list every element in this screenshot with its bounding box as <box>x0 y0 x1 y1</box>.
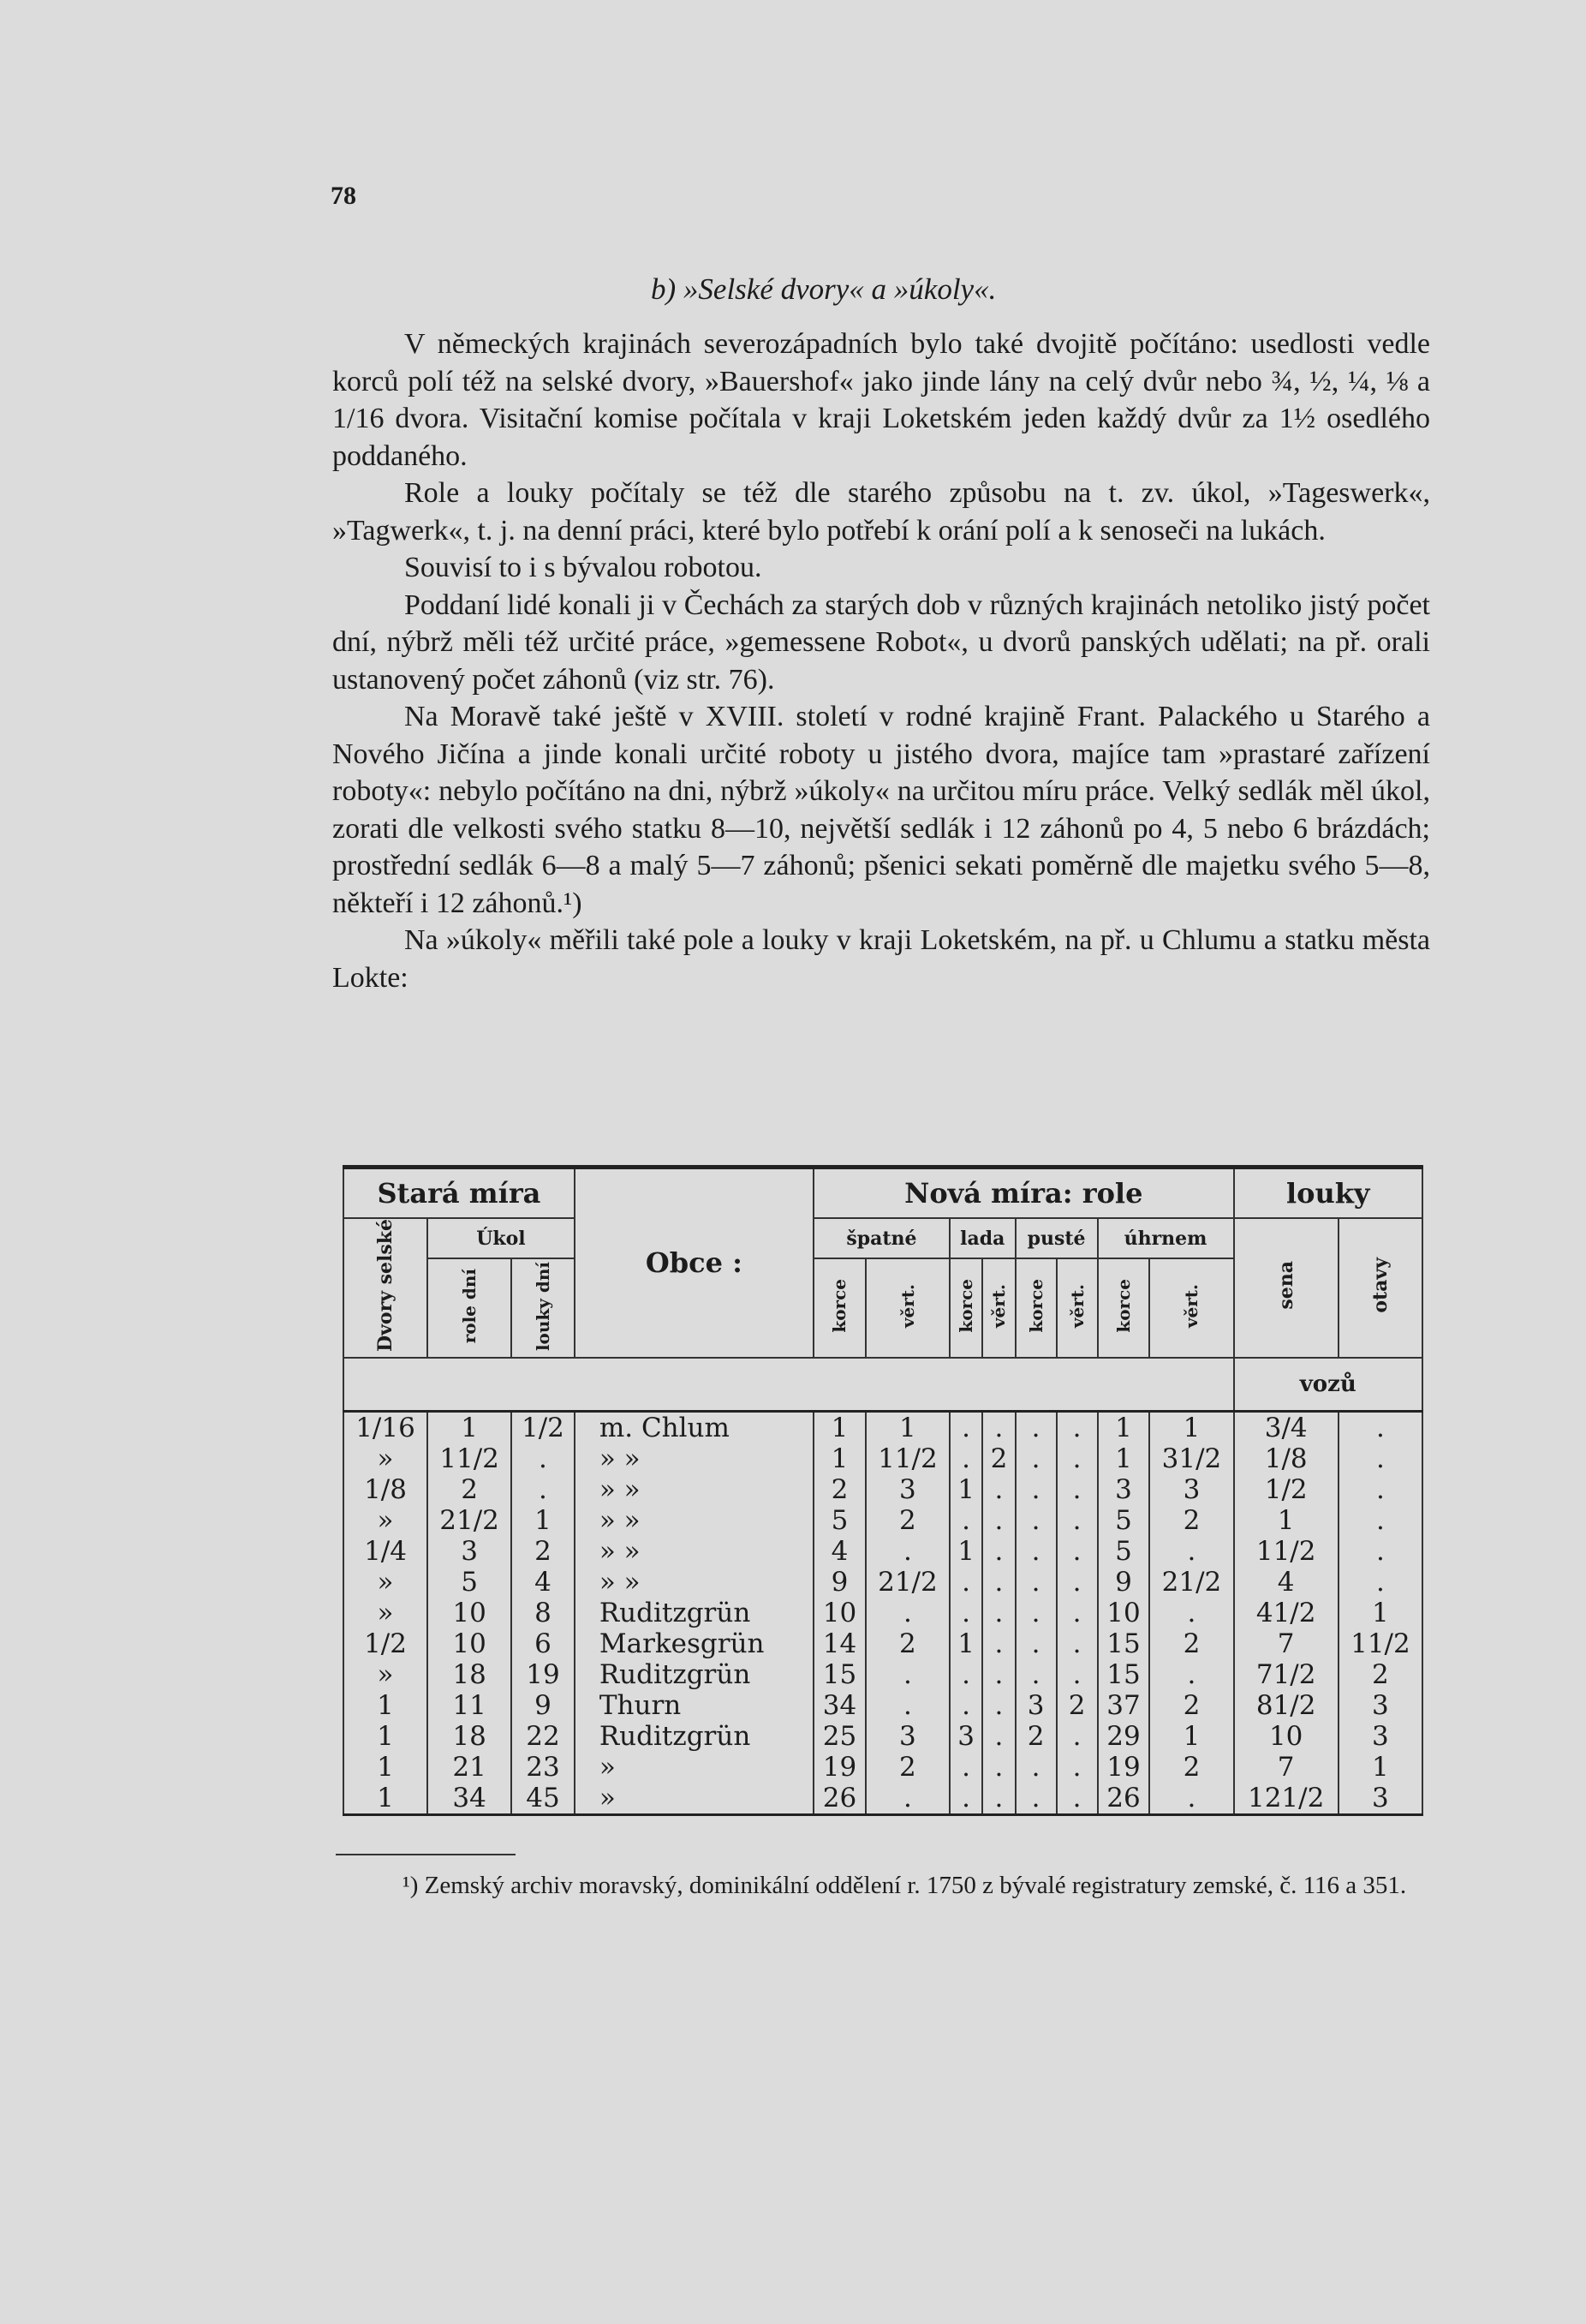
obec-cell: Ruditzgrün <box>575 1659 814 1690</box>
table-cell: 23 <box>511 1752 575 1783</box>
obec-cell: » <box>575 1783 814 1815</box>
table-cell: . <box>1057 1536 1098 1567</box>
table-row <box>343 1443 1422 1474</box>
table-cell: 2 <box>1339 1659 1422 1690</box>
table-cell: 7 <box>1234 1628 1339 1659</box>
table-cell: 1 <box>343 1752 427 1783</box>
section-heading: b) »Selské dvory« a »úkoly«. <box>651 272 997 306</box>
table-cell: 9 <box>814 1567 866 1598</box>
obec-cell: » <box>575 1752 814 1783</box>
table-cell: 45 <box>511 1783 575 1815</box>
table-cell: . <box>950 1411 982 1443</box>
table-cell: 5 <box>1098 1536 1150 1567</box>
table-cell: . <box>1057 1783 1098 1815</box>
table-cell: 2 <box>866 1752 950 1783</box>
table-cell: . <box>1057 1474 1098 1505</box>
header-louky-dni: louky dní <box>511 1258 575 1358</box>
table-cell: . <box>982 1783 1015 1815</box>
table-cell: » <box>343 1505 427 1536</box>
table-cell: 37 <box>1098 1690 1150 1721</box>
table-cell: 2 <box>511 1536 575 1567</box>
table-cell: 3 <box>1339 1690 1422 1721</box>
obec-cell: Ruditzgrün <box>575 1721 814 1752</box>
table-cell: 4 <box>511 1567 575 1598</box>
table-cell: . <box>866 1659 950 1690</box>
table-cell: 1 <box>1098 1443 1150 1474</box>
table-cell: . <box>982 1690 1015 1721</box>
table-cell: 7 <box>1234 1752 1339 1783</box>
table-cell: . <box>950 1783 982 1815</box>
table-cell: 3 <box>1339 1721 1422 1752</box>
table-cell: 4 <box>1234 1567 1339 1598</box>
table-cell: 10 <box>1098 1598 1150 1628</box>
table-cell: 14 <box>814 1628 866 1659</box>
table-cell: . <box>1339 1505 1422 1536</box>
table-cell: 121/2 <box>1234 1783 1339 1815</box>
table-row <box>343 1628 1422 1659</box>
table-cell: 1 <box>427 1411 511 1443</box>
table-cell: 3 <box>1339 1783 1422 1815</box>
table-cell: 31/2 <box>1149 1443 1233 1474</box>
table-cell: 1 <box>1098 1411 1150 1443</box>
table-cell: . <box>866 1536 950 1567</box>
table-cell: 25 <box>814 1721 866 1752</box>
table-cell: . <box>1016 1752 1057 1783</box>
table-cell: . <box>1339 1474 1422 1505</box>
table-cell: 11/2 <box>427 1443 511 1474</box>
table-cell: 3/4 <box>1234 1411 1339 1443</box>
table-cell: » <box>343 1659 427 1690</box>
table-cell: . <box>1339 1567 1422 1598</box>
obec-cell: Markesgrün <box>575 1628 814 1659</box>
table-cell: » <box>343 1443 427 1474</box>
table-cell: . <box>1057 1752 1098 1783</box>
table-cell: . <box>950 1659 982 1690</box>
table-cell: . <box>1016 1659 1057 1690</box>
header-spatne: špatné <box>814 1218 950 1258</box>
header-vert: věrt. <box>1057 1258 1098 1358</box>
table-cell: 1/2 <box>1234 1474 1339 1505</box>
table-cell: . <box>1016 1628 1057 1659</box>
table-cell: 18 <box>427 1659 511 1690</box>
table-row <box>343 1474 1422 1505</box>
table-cell: . <box>1016 1411 1057 1443</box>
table-cell: 3 <box>950 1721 982 1752</box>
table-cell: 34 <box>427 1783 511 1815</box>
table-cell: 10 <box>814 1598 866 1628</box>
page-number: 78 <box>331 182 356 210</box>
table-cell: 15 <box>1098 1659 1150 1690</box>
table-cell: 1 <box>950 1628 982 1659</box>
table-cell: . <box>1016 1474 1057 1505</box>
table-cell: . <box>1339 1411 1422 1443</box>
table-cell: 19 <box>1098 1752 1150 1783</box>
table-cell: 2 <box>427 1474 511 1505</box>
table-cell: 2 <box>1149 1690 1233 1721</box>
table-cell: . <box>1057 1598 1098 1628</box>
obec-cell: m. Chlum <box>575 1411 814 1443</box>
table-cell: 3 <box>1098 1474 1150 1505</box>
header-ukol: Úkol <box>427 1218 575 1258</box>
table-cell: 6 <box>511 1628 575 1659</box>
table-cell: 19 <box>814 1752 866 1783</box>
table-cell: 1/4 <box>343 1536 427 1567</box>
table-cell: 2 <box>1149 1752 1233 1783</box>
table-cell: 1 <box>343 1690 427 1721</box>
header-obce: Obce : <box>575 1168 814 1358</box>
table-cell: . <box>982 1536 1015 1567</box>
table-cell: 1 <box>1149 1411 1233 1443</box>
table-cell: . <box>1057 1567 1098 1598</box>
table-cell: 11/2 <box>1339 1628 1422 1659</box>
table-row <box>343 1411 1422 1443</box>
table-cell: 1 <box>950 1536 982 1567</box>
table-cell: 21/2 <box>1149 1567 1233 1598</box>
table-cell: 9 <box>511 1690 575 1721</box>
header-korce: korce <box>814 1258 866 1358</box>
table-cell: . <box>1149 1598 1233 1628</box>
table-cell: 11 <box>427 1690 511 1721</box>
table-cell: . <box>1149 1659 1233 1690</box>
footnote-rule <box>336 1854 516 1855</box>
table-cell: 2 <box>1149 1505 1233 1536</box>
obec-cell: Thurn <box>575 1690 814 1721</box>
table-cell: 1 <box>814 1443 866 1474</box>
table-cell: 1/2 <box>343 1628 427 1659</box>
paragraph: Poddaní lidé konali ji v Čechách za starých dob v různých krajinách netoliko jistý počet dní, nýbrž měli též určité práce, »gemessene Robot«, u dvorů panských udělati; na př. orali ustanovený počet záhonů (viz str. 76). <box>332 588 1430 696</box>
table-cell: 1 <box>511 1505 575 1536</box>
table-cell: . <box>982 1598 1015 1628</box>
header-vert: věrt. <box>1149 1258 1233 1358</box>
table-cell: . <box>866 1598 950 1628</box>
table-cell: » <box>343 1598 427 1628</box>
table-cell: 5 <box>427 1567 511 1598</box>
table-cell: 1 <box>1339 1598 1422 1628</box>
table-cell: . <box>1339 1536 1422 1567</box>
table-cell: 2 <box>866 1505 950 1536</box>
table-cell: 2 <box>1016 1721 1057 1752</box>
table-cell: . <box>1016 1443 1057 1474</box>
table-cell: 41/2 <box>1234 1598 1339 1628</box>
table-cell: 1 <box>343 1721 427 1752</box>
table-cell: » <box>343 1567 427 1598</box>
table-cell: . <box>1057 1721 1098 1752</box>
table-cell: 1 <box>950 1474 982 1505</box>
table-cell: 26 <box>1098 1783 1150 1815</box>
header-otavy: otavy <box>1339 1218 1422 1358</box>
table-cell: 15 <box>1098 1628 1150 1659</box>
table-body <box>343 1411 1422 1814</box>
table-cell: 3 <box>1016 1690 1057 1721</box>
table-cell: 1 <box>1339 1752 1422 1783</box>
table-cell: . <box>1057 1505 1098 1536</box>
obec-cell: Ruditzgrün <box>575 1598 814 1628</box>
header-louky: louky <box>1234 1168 1423 1219</box>
table-cell: . <box>1016 1505 1057 1536</box>
table-cell: 1/8 <box>343 1474 427 1505</box>
measurement-table <box>343 1165 1423 1816</box>
table-cell: . <box>950 1443 982 1474</box>
table-cell: . <box>511 1443 575 1474</box>
table-cell: 2 <box>814 1474 866 1505</box>
table-cell: . <box>1016 1598 1057 1628</box>
table-cell: 18 <box>427 1721 511 1752</box>
header-vert: věrt. <box>866 1258 950 1358</box>
table-cell: 81/2 <box>1234 1690 1339 1721</box>
table-cell: . <box>950 1752 982 1783</box>
table-cell: . <box>1057 1411 1098 1443</box>
table-cell: . <box>950 1567 982 1598</box>
table-row <box>343 1536 1422 1567</box>
header-korce: korce <box>950 1258 982 1358</box>
table-cell: . <box>950 1598 982 1628</box>
table-cell: 3 <box>427 1536 511 1567</box>
paragraph: Na Moravě také ještě v XVIII. století v rodné krajině Frant. Palackého u Starého a Nového Jičína a jinde konali určité roboty u jistého dvora, majíce tam »prastaré zařízení roboty«: nebylo počítáno na dni, nýbrž »úkoly« na určitou míru práce. Velký sedlák měl úkol, zorati dle velkosti svého statku 8—10, největší sedlák i 12 záhonů po 4, 5 nebo 6 brázdách; prostřední sedlák 6—8 a malý 5—7 záhonů; pšenici sekati poměrně dle majetku svého 5—8, někteří i 12 záhonů.¹) <box>332 701 1430 919</box>
table-cell: 34 <box>814 1690 866 1721</box>
paragraph: Role a louky počítaly se též dle starého způsobu na t. zv. úkol, »Tageswerk«, »Tagwerk«, t. j. na denní práci, které bylo potřebí k orání polí a k senoseči na lukách. <box>332 477 1430 547</box>
table-cell: 19 <box>511 1659 575 1690</box>
table-cell: 11/2 <box>1234 1536 1339 1567</box>
header-korce: korce <box>1016 1258 1057 1358</box>
table-cell: . <box>950 1505 982 1536</box>
table-cell: 1 <box>866 1411 950 1443</box>
paragraph: V německých krajinách severozápadních bylo také dvojitě počítáno: usedlosti vedle korců polí též na selské dvory, »Bauershof« jako jinde lány na celý dvůr nebo ¾, ½, ¼, ⅛ a 1/16 dvora. Visitační komise počítala v kraji Loketském jeden každý dvůr za 1½ osedlého poddaného. <box>332 328 1430 472</box>
table-cell: 10 <box>1234 1721 1339 1752</box>
table-cell: 3 <box>866 1721 950 1752</box>
table-cell: . <box>982 1474 1015 1505</box>
table-cell: 1 <box>1234 1505 1339 1536</box>
table-cell: . <box>982 1411 1015 1443</box>
table-cell: . <box>982 1721 1015 1752</box>
header-puste: pusté <box>1016 1218 1098 1258</box>
table-cell: . <box>1149 1536 1233 1567</box>
obec-cell: » » <box>575 1505 814 1536</box>
footnote: ¹) Zemský archiv moravský, dominikální oddělení r. 1750 z bývalé registratury zemské, č. 116 a 351. <box>402 1872 1407 1899</box>
table-cell: 1/16 <box>343 1411 427 1443</box>
table-cell: 2 <box>1149 1628 1233 1659</box>
table-cell: 1 <box>343 1783 427 1815</box>
table-cell: . <box>1339 1443 1422 1474</box>
paragraph: Souvisí to i s bývalou robotou. <box>404 552 762 583</box>
header-role-dni: role dní <box>427 1258 511 1358</box>
table-cell: . <box>1057 1659 1098 1690</box>
table-cell: 11/2 <box>866 1443 950 1474</box>
table-cell: 21 <box>427 1752 511 1783</box>
table-cell: 8 <box>511 1598 575 1628</box>
table-cell: . <box>1057 1628 1098 1659</box>
paragraph: Na »úkoly« měřili také pole a louky v kraji Loketském, na př. u Chlumu a statku města Lokte: <box>332 924 1430 994</box>
table-row <box>343 1598 1422 1628</box>
header-vert: věrt. <box>982 1258 1015 1358</box>
obec-cell: » » <box>575 1443 814 1474</box>
header-lada: lada <box>950 1218 1016 1258</box>
table-cell: . <box>1016 1783 1057 1815</box>
table-cell: 5 <box>814 1505 866 1536</box>
header-korce: korce <box>1098 1258 1150 1358</box>
table-cell: 3 <box>866 1474 950 1505</box>
table-cell: 5 <box>1098 1505 1150 1536</box>
table-cell: . <box>982 1567 1015 1598</box>
table-cell: 4 <box>814 1536 866 1567</box>
header-nova-mira: Nová míra: role <box>814 1168 1234 1219</box>
table-cell: 3 <box>1149 1474 1233 1505</box>
table-cell: . <box>1016 1536 1057 1567</box>
table-cell: 2 <box>866 1628 950 1659</box>
obec-cell: » » <box>575 1567 814 1598</box>
obec-cell: » » <box>575 1474 814 1505</box>
header-stara-mira: Stará míra <box>343 1168 575 1219</box>
table-row <box>343 1567 1422 1598</box>
table-row <box>343 1505 1422 1536</box>
body-text <box>332 326 1430 996</box>
table-cell: . <box>866 1783 950 1815</box>
table-row <box>343 1659 1422 1690</box>
table-cell: 9 <box>1098 1567 1150 1598</box>
table-cell: 1 <box>1149 1721 1233 1752</box>
header-uhrnem: úhrnem <box>1098 1218 1234 1258</box>
table-cell: . <box>1149 1783 1233 1815</box>
table-cell: 71/2 <box>1234 1659 1339 1690</box>
table-cell: . <box>982 1659 1015 1690</box>
table-cell: 10 <box>427 1598 511 1628</box>
table-row <box>343 1721 1422 1752</box>
header-dvory: Dvory selské <box>343 1218 427 1358</box>
table-cell: 1/8 <box>1234 1443 1339 1474</box>
table-row <box>343 1690 1422 1721</box>
table-cell: 1/2 <box>511 1411 575 1443</box>
table-cell: . <box>950 1690 982 1721</box>
table-row <box>343 1752 1422 1783</box>
table-cell: . <box>982 1628 1015 1659</box>
table-cell: 2 <box>982 1443 1015 1474</box>
table-cell: . <box>982 1505 1015 1536</box>
table-cell: . <box>982 1752 1015 1783</box>
table-cell: 26 <box>814 1783 866 1815</box>
table-cell: 2 <box>1057 1690 1098 1721</box>
obec-cell: » » <box>575 1536 814 1567</box>
table-cell: . <box>511 1474 575 1505</box>
table-cell: 15 <box>814 1659 866 1690</box>
header-vozu: vozů <box>1234 1358 1423 1412</box>
table-cell: . <box>1016 1567 1057 1598</box>
table-row <box>343 1783 1422 1815</box>
header-spacer <box>343 1358 1234 1412</box>
table-cell: 22 <box>511 1721 575 1752</box>
table-cell: . <box>1057 1443 1098 1474</box>
header-sena: sena <box>1234 1218 1339 1358</box>
table-cell: 1 <box>814 1411 866 1443</box>
table-cell: 29 <box>1098 1721 1150 1752</box>
table-cell: 21/2 <box>427 1505 511 1536</box>
table-cell: 10 <box>427 1628 511 1659</box>
table-cell: 21/2 <box>866 1567 950 1598</box>
table-cell: . <box>866 1690 950 1721</box>
